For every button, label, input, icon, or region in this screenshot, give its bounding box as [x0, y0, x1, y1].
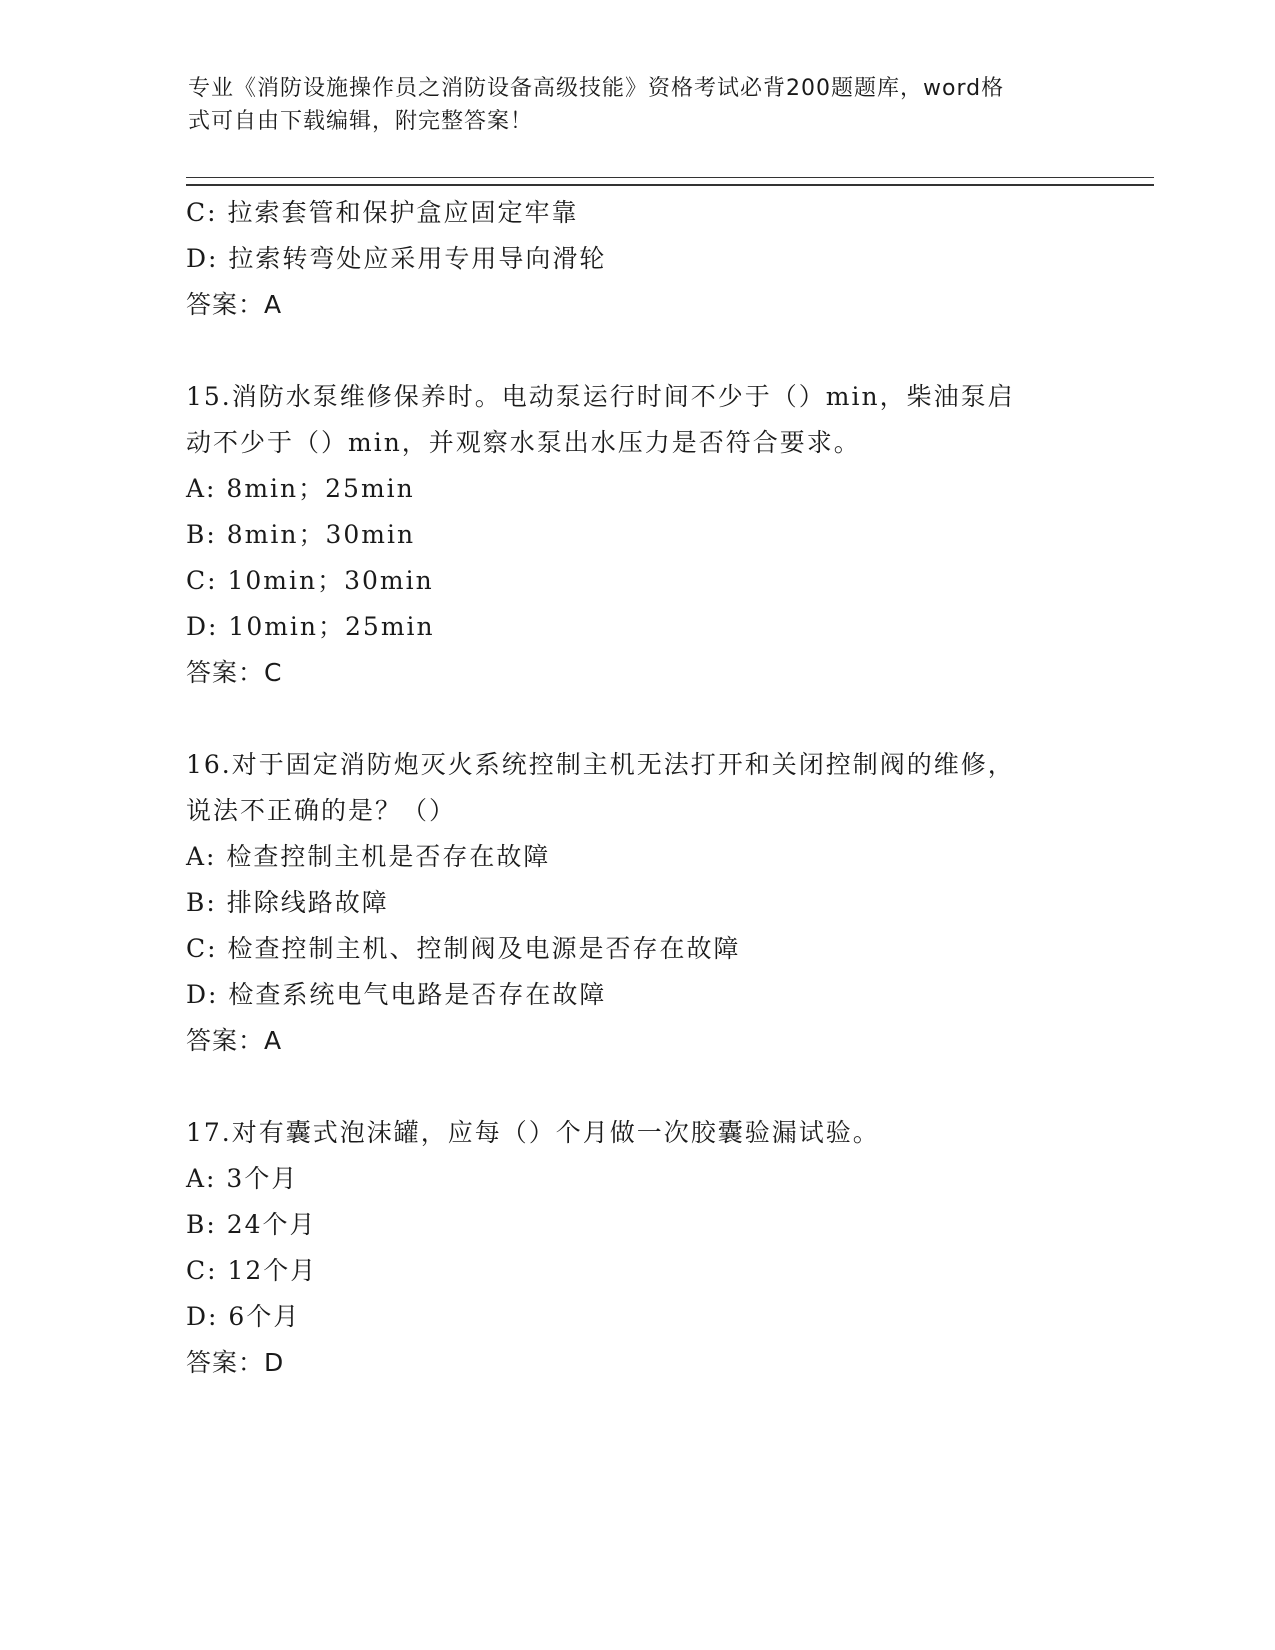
option-d: D: 10min；25min [186, 612, 435, 641]
option-d: D: 拉索转弯处应采用专用导向滑轮 [186, 244, 607, 273]
option-c: C: 10min；30min [186, 566, 434, 595]
document-header [188, 72, 1088, 138]
question-stem: 16.对于固定消防炮灭火系统控制主机无法打开和关闭控制阀的维修， [186, 750, 1015, 779]
option-b: B: 8min；30min [186, 520, 416, 549]
option-b: B: 排除线路故障 [186, 888, 389, 917]
answer-line: 答案：D [186, 1348, 285, 1377]
option-d: D: 检查系统电气电路是否存在故障 [186, 980, 607, 1009]
continued-question [186, 190, 1086, 328]
option-d: D: 6个月 [186, 1302, 301, 1331]
answer-line: 答案：A [186, 1026, 283, 1055]
question-16 [186, 742, 1086, 1064]
header-line-2: 式可自由下载编辑，附完整答案！ [188, 109, 534, 134]
option-a: A: 8min；25min [186, 474, 415, 503]
question-stem: 动不少于（）min，并观察水泵出水压力是否符合要求。 [186, 428, 861, 457]
question-stem: 15.消防水泵维修保养时。电动泵运行时间不少于（）min，柴油泵启 [186, 382, 1015, 411]
option-c: C: 拉索套管和保护盒应固定牢靠 [186, 198, 579, 227]
question-content [186, 190, 1086, 1386]
question-stem: 说法不正确的是？（） [186, 796, 457, 825]
option-c: C: 12个月 [186, 1256, 318, 1285]
question-17 [186, 1110, 1086, 1386]
option-a: A: 3个月 [186, 1164, 299, 1193]
answer-line: 答案：A [186, 290, 283, 319]
header-divider [186, 177, 1154, 186]
option-b: B: 24个月 [186, 1210, 317, 1239]
header-line-1: 专业《消防设施操作员之消防设备高级技能》资格考试必背200题题库，word格 [188, 76, 1005, 101]
spacer [186, 1064, 1086, 1110]
option-a: A: 检查控制主机是否存在故障 [186, 842, 551, 871]
question-15 [186, 374, 1086, 696]
answer-line: 答案：C [186, 658, 283, 687]
question-stem: 17.对有囊式泡沫罐，应每（）个月做一次胶囊验漏试验。 [186, 1118, 880, 1147]
spacer [186, 328, 1086, 374]
option-c: C: 检查控制主机、控制阀及电源是否存在故障 [186, 934, 741, 963]
spacer [186, 696, 1086, 742]
